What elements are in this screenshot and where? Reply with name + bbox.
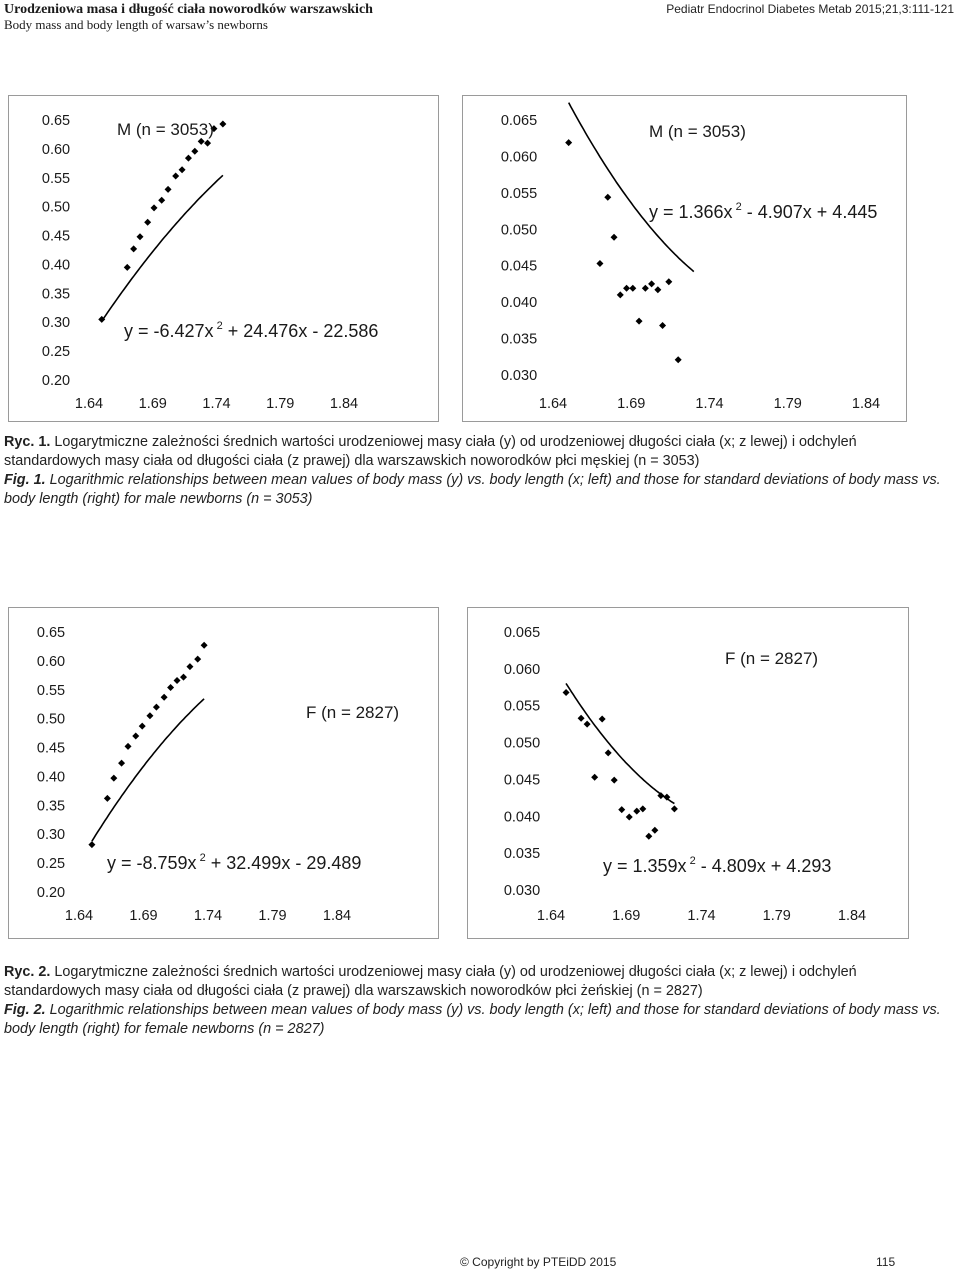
data-point xyxy=(611,777,618,784)
data-point xyxy=(604,194,611,201)
data-point xyxy=(158,197,165,204)
y-tick-label: 0.65 xyxy=(36,625,66,641)
x-tick-label: 1.84 xyxy=(837,908,867,924)
y-tick-label: 0.50 xyxy=(41,199,71,216)
trend-line xyxy=(102,175,223,321)
data-point xyxy=(185,155,192,162)
page-number: 115 xyxy=(876,1255,896,1269)
data-point xyxy=(179,166,186,173)
data-point xyxy=(671,805,678,812)
footer-copyright: © Copyright by PTEiDD 2015 xyxy=(460,1255,617,1269)
figure-1-caption-pl-text: Logarytmiczne zależności średnich wartości urodzeniowej masy ciała (y) od urodzeniowej długości ciała (x; z lewej) i odchyleń standardowych masy ciała od długości ciała (z prawej) dla warszawskich noworodków płci męskiej (n = 3053) xyxy=(4,434,857,469)
x-tick-label: 1.79 xyxy=(258,908,287,924)
y-tick-label: 0.35 xyxy=(41,286,71,303)
y-tick-label: 0.065 xyxy=(503,625,541,641)
header-subtitle: Body mass and body length of warsaw’s newborns xyxy=(4,17,268,32)
data-point xyxy=(167,684,174,691)
y-tick-label: 0.35 xyxy=(36,798,66,815)
y-tick-label: 0.25 xyxy=(41,344,71,361)
y-tick-label: 0.035 xyxy=(503,846,541,863)
y-tick-label: 0.055 xyxy=(500,185,538,202)
data-point xyxy=(180,674,187,681)
y-tick-label: 0.60 xyxy=(41,141,71,158)
data-point xyxy=(191,148,198,155)
chart-female-sd-body-mass xyxy=(467,607,909,939)
x-tick-label: 1.64 xyxy=(538,396,568,412)
data-point xyxy=(636,318,643,325)
data-point xyxy=(605,749,612,756)
series-label: F (n = 2827) xyxy=(306,703,400,722)
data-point xyxy=(596,260,603,267)
x-tick-label: 1.84 xyxy=(322,908,352,924)
data-point xyxy=(654,286,661,293)
x-tick-label: 1.69 xyxy=(617,396,646,412)
data-point xyxy=(675,356,682,363)
chart-female-body-mass xyxy=(8,607,439,939)
fit-equation: y = 1.359x $^2$ - 4.809x + 4.293 xyxy=(603,855,832,876)
data-point xyxy=(584,721,591,728)
data-point xyxy=(645,833,652,840)
y-tick-label: 0.040 xyxy=(500,295,538,312)
x-tick-label: 1.84 xyxy=(851,396,881,412)
data-point xyxy=(194,656,201,663)
trend-line xyxy=(566,683,674,803)
y-tick-label: 0.030 xyxy=(503,883,541,899)
figure-1-caption-en-text: Logarithmic relationships between mean values of body mass (y) vs. body length (x; left) and those for standard deviations of body mass vs. body length (right) for male newborns (n = 3053) xyxy=(4,472,941,507)
chart-male-sd-body-mass xyxy=(462,95,907,422)
y-tick-label: 0.045 xyxy=(503,772,541,789)
y-tick-label: 0.050 xyxy=(500,222,538,239)
data-point xyxy=(565,139,572,146)
figure-2-caption-en xyxy=(4,1001,954,1039)
figure-2-caption-pl-text: Logarytmiczne zależności średnich wartości urodzeniowej masy ciała (y) od urodzeniowej długości ciała (x; z lewej) i odchyleń standardowych masy ciała od długości ciała (z prawej) dla warszawskich noworodków płci żeńskiej (n = 2827) xyxy=(4,964,857,999)
x-tick-label: 1.69 xyxy=(129,908,158,924)
data-point xyxy=(153,704,160,711)
figure-1-caption-pl-lead: Ryc. 1. xyxy=(4,434,51,450)
data-point xyxy=(651,827,658,834)
x-tick-label: 1.64 xyxy=(536,908,566,924)
fit-equation: y = 1.366x $^2$ - 4.907x + 4.445 xyxy=(649,201,878,222)
y-tick-label: 0.55 xyxy=(41,170,71,187)
data-point xyxy=(130,245,137,252)
x-tick-label: 1.84 xyxy=(329,396,359,412)
y-tick-label: 0.050 xyxy=(503,735,541,752)
data-point xyxy=(139,723,146,730)
data-point xyxy=(578,715,585,722)
x-tick-label: 1.74 xyxy=(193,908,223,924)
data-point xyxy=(161,694,168,701)
data-point xyxy=(648,280,655,287)
figure-1-caption-en-lead: Fig. 1. xyxy=(4,472,46,488)
data-point xyxy=(591,774,598,781)
data-point xyxy=(599,715,606,722)
y-tick-label: 0.040 xyxy=(503,809,541,826)
x-tick-label: 1.79 xyxy=(266,396,295,412)
x-tick-label: 1.79 xyxy=(773,396,802,412)
chart-svg xyxy=(463,96,906,421)
running-header xyxy=(4,2,373,32)
y-tick-label: 0.40 xyxy=(36,769,66,786)
x-tick-label: 1.64 xyxy=(74,396,104,412)
data-point xyxy=(104,795,111,802)
data-point xyxy=(626,814,633,821)
y-tick-label: 0.60 xyxy=(36,653,66,670)
y-tick-label: 0.20 xyxy=(41,373,71,389)
data-point xyxy=(144,219,151,226)
y-tick-label: 0.065 xyxy=(500,113,538,129)
y-tick-label: 0.060 xyxy=(500,149,538,166)
trend-line xyxy=(92,699,204,841)
y-tick-label: 0.40 xyxy=(41,257,71,274)
y-tick-label: 0.20 xyxy=(36,885,66,901)
data-point xyxy=(165,186,172,193)
chart-male-body-mass xyxy=(8,95,439,422)
figure-2-caption-en-lead: Fig. 2. xyxy=(4,1002,46,1018)
data-point xyxy=(132,733,139,740)
data-point xyxy=(174,677,181,684)
figure-1-caption-pl xyxy=(4,433,954,471)
data-point xyxy=(172,173,179,180)
header-title: Urodzeniowa masa i długość ciała noworodków warszawskich xyxy=(4,2,373,17)
x-tick-label: 1.74 xyxy=(687,908,716,924)
data-point xyxy=(125,743,132,750)
data-point xyxy=(563,689,570,696)
data-point xyxy=(118,760,125,767)
chart-svg xyxy=(9,96,438,421)
data-point xyxy=(639,805,646,812)
y-tick-label: 0.045 xyxy=(500,258,538,275)
series-label: F (n = 2827) xyxy=(725,649,819,668)
data-point xyxy=(201,642,208,649)
fit-equation: y = -6.427x $^2$ + 24.476x - 22.586 xyxy=(124,320,379,341)
figure-2-caption-pl xyxy=(4,963,954,1001)
data-point xyxy=(204,140,211,147)
x-tick-label: 1.69 xyxy=(612,908,641,924)
data-point xyxy=(151,204,158,211)
x-tick-label: 1.64 xyxy=(64,908,94,924)
data-point xyxy=(623,285,630,292)
y-tick-label: 0.055 xyxy=(503,698,541,715)
figure-1-caption-en xyxy=(4,471,954,509)
data-point xyxy=(633,808,640,815)
y-tick-label: 0.65 xyxy=(41,113,71,129)
data-point xyxy=(88,841,95,848)
y-tick-label: 0.25 xyxy=(36,856,66,873)
x-tick-label: 1.69 xyxy=(138,396,167,412)
y-tick-label: 0.55 xyxy=(36,682,66,699)
data-point xyxy=(617,291,624,298)
y-tick-label: 0.45 xyxy=(41,228,71,245)
data-point xyxy=(219,121,226,128)
data-point xyxy=(110,775,117,782)
y-tick-label: 0.035 xyxy=(500,331,538,348)
y-tick-label: 0.45 xyxy=(36,740,66,757)
x-tick-label: 1.74 xyxy=(202,396,231,412)
x-tick-label: 1.79 xyxy=(762,908,791,924)
x-tick-label: 1.74 xyxy=(695,396,724,412)
data-point xyxy=(659,322,666,329)
data-point xyxy=(629,285,636,292)
figure-2-caption-pl-lead: Ryc. 2. xyxy=(4,964,51,980)
data-point xyxy=(665,278,672,285)
data-point xyxy=(611,234,618,241)
fit-equation: y = -8.759x $^2$ + 32.499x - 29.489 xyxy=(107,852,362,873)
y-tick-label: 0.060 xyxy=(503,661,541,678)
figure-2-caption-en-text: Logarithmic relationships between mean values of body mass (y) vs. body length (x; left) and those for standard deviations of body mass vs. body length (right) for female newborns (n = 2827) xyxy=(4,1002,941,1037)
data-point xyxy=(618,806,625,813)
y-tick-label: 0.30 xyxy=(36,827,66,844)
series-label: M (n = 3053) xyxy=(649,122,746,141)
data-point xyxy=(124,264,131,271)
y-tick-label: 0.30 xyxy=(41,315,71,332)
y-tick-label: 0.50 xyxy=(36,711,66,728)
data-point xyxy=(186,663,193,670)
chart-svg xyxy=(9,608,438,938)
data-point xyxy=(137,233,144,240)
data-point xyxy=(642,285,649,292)
figure-2-caption xyxy=(4,963,954,1039)
figure-1-caption xyxy=(4,433,954,509)
y-tick-label: 0.030 xyxy=(500,368,538,384)
journal-citation: Pediatr Endocrinol Diabetes Metab 2015;21,3:111-121 xyxy=(666,2,954,16)
data-point xyxy=(146,712,153,719)
chart-svg xyxy=(468,608,908,938)
series-label: M (n = 3053) xyxy=(117,120,214,139)
